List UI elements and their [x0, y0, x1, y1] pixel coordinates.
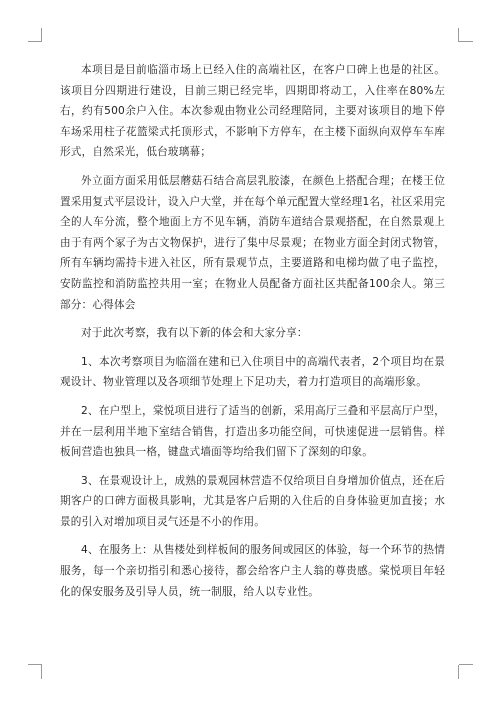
crop-mark-top-left-h: [28, 41, 42, 42]
paragraph-1: 本项目是目前临淄市场上已经入住的高端社区，在客户口碑上也是的社区。该项目分四期进行建设，目前三期已经完毕，四期即将动工，入住率在80%左右，约有500余户入住。本次参观由物业公司经理陪同，主要对该项目的地下停车场采用柱子花篮梁式托顶形式，不影响下方停车，在主楼下面纵向双停车车库形式，自然采光，低台玻璃幕；: [60, 64, 445, 159]
paragraph-6: 3、在景观设计上，成熟的景观园林营造不仅给项目自身增加价值点，还在后期客户的口碑方面极具影响，尤其是客户后期的入住后的自身体验更加直接；水景的引入对增加项目灵气还是不小的作用。: [60, 474, 445, 528]
crop-mark-top-right-v: [458, 28, 459, 42]
paragraph-7: 4、在服务上：从售楼处到样板间的服务间或园区的体验，每一个环节的热情服务，每一个亲切指引和悉心接待，都会给客户主人翁的尊贵感。棠悦项目年轻化的保安服务及引导人员，统一制服，给人以专业性。: [60, 544, 445, 598]
document-body: [60, 60, 445, 610]
paragraph-5: 2、在户型上，棠悦项目进行了适当的创新，采用高厅三叠和平层高厅户型，并在一层利用半地下室结合销售，打造出多功能空间，可快速促进一层销售。样板间营造也独具一格，键盘式墙面等均给我们留下了深刻的印象。: [60, 404, 445, 459]
paragraph-2: 外立面方面采用低层蘑菇石结合高层乳胶漆，在颜色上搭配合理；在楼王位置采用复式平层设计，设入户大堂，并在每个单元配置大堂经理1名，社区采用完全的人车分流，整个地面上方不见车辆，消防车道结合景观搭配，在自然景观上由于有两个冢子为古文物保护，进行了集中尽景观；在物业方面全封闭式物管，所有车辆均需持卡进入社区，所有景观节点，主要道路和电梯均做了电子监控，安防监控和消防监控共用一室；在物业人员配备方面社区共配备100余人。第三部分：心得体会: [60, 174, 445, 311]
crop-mark-bottom-right-h: [459, 664, 473, 665]
crop-mark-bottom-left-v: [41, 665, 42, 679]
crop-mark-bottom-right-v: [458, 665, 459, 679]
crop-mark-top-left-v: [41, 28, 42, 42]
crop-mark-top-right-h: [459, 41, 473, 42]
crop-mark-bottom-left-h: [28, 664, 42, 665]
paragraph-3: 对于此次考察，我有以下新的体会和大家分享：: [81, 327, 308, 340]
paragraph-4: 1、本次考察项目为临淄在建和已入住项目中的高端代表者，2个项目均在景观设计、物业管理以及各项细节处理上下足功夫，着力打造项目的高端形象。: [60, 355, 445, 389]
